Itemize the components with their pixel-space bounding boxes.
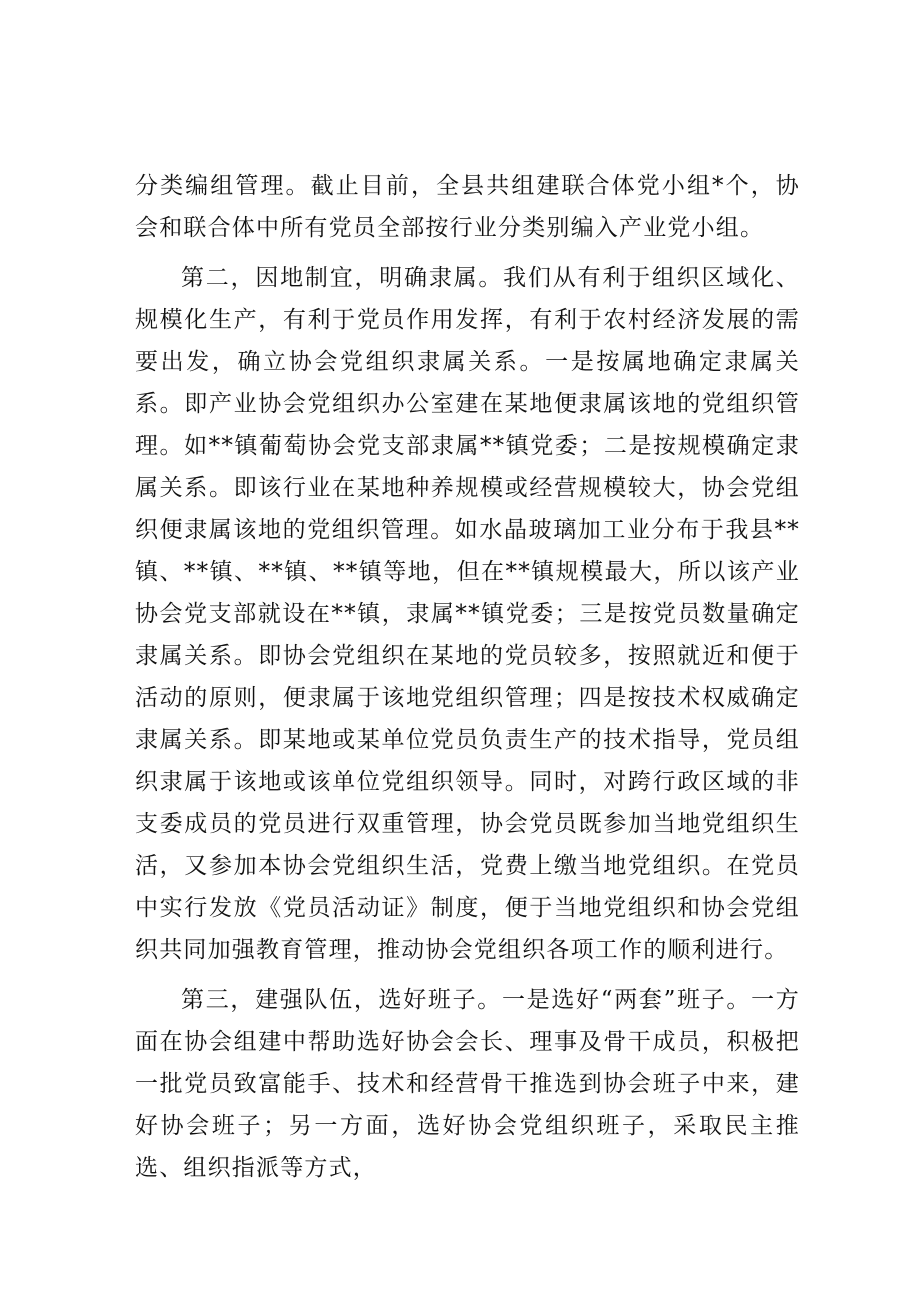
document-body	[135, 165, 800, 1189]
paragraph-1: 分类编组管理。截止目前，全县共组建联合体党小组*个，协会和联合体中所有党员全部按行业分类别编入产业党小组。	[135, 173, 800, 241]
paragraph-3: 第三，建强队伍，选好班子。一是选好“两套”班子。一方面在协会组建中帮助选好协会会长、理事及骨干成员，积极把一批党员致富能手、技术和经营骨干推选到协会班子中来，建好协会班子；另一方面，选好协会党组织班子，采取民主推选、组织指派等方式，	[135, 987, 800, 1181]
paragraph-2: 第二，因地制宜，明确隶属。我们从有利于组织区域化、规模化生产，有利于党员作用发挥，有利于农村经济发展的需要出发，确立协会党组织隶属关系。一是按属地确定隶属关系。即产业协会党组织办公室建在某地便隶属该地的党组织管理。如**镇葡萄协会党支部隶属**镇党委；二是按规模确定隶属关系。即该行业在某地种养规模或经营规模较大，协会党组织便隶属该地的党组织管理。如水晶玻璃加工业分布于我县**镇、**镇、**镇、**镇等地，但在**镇规模最大，所以该产业协会党支部就设在**镇，隶属**镇党委；三是按党员数量确定隶属关系。即协会党组织在某地的党员较多，按照就近和便于活动的原则，便隶属于该地党组织管理；四是按技术权威确定隶属关系。即某地或某单位党员负责生产的技术指导，党员组织隶属于该地或该单位党组织领导。同时，对跨行政区域的非支委成员的党员进行双重管理，协会党员既参加当地党组织生活，又参加本协会党组织生活，党费上缴当地党组织。在党员中实行发放《党员活动证》制度，便于当地党组织和协会党组织共同加强教育管理，推动协会党组织各项工作的顺利进行。	[135, 265, 800, 963]
